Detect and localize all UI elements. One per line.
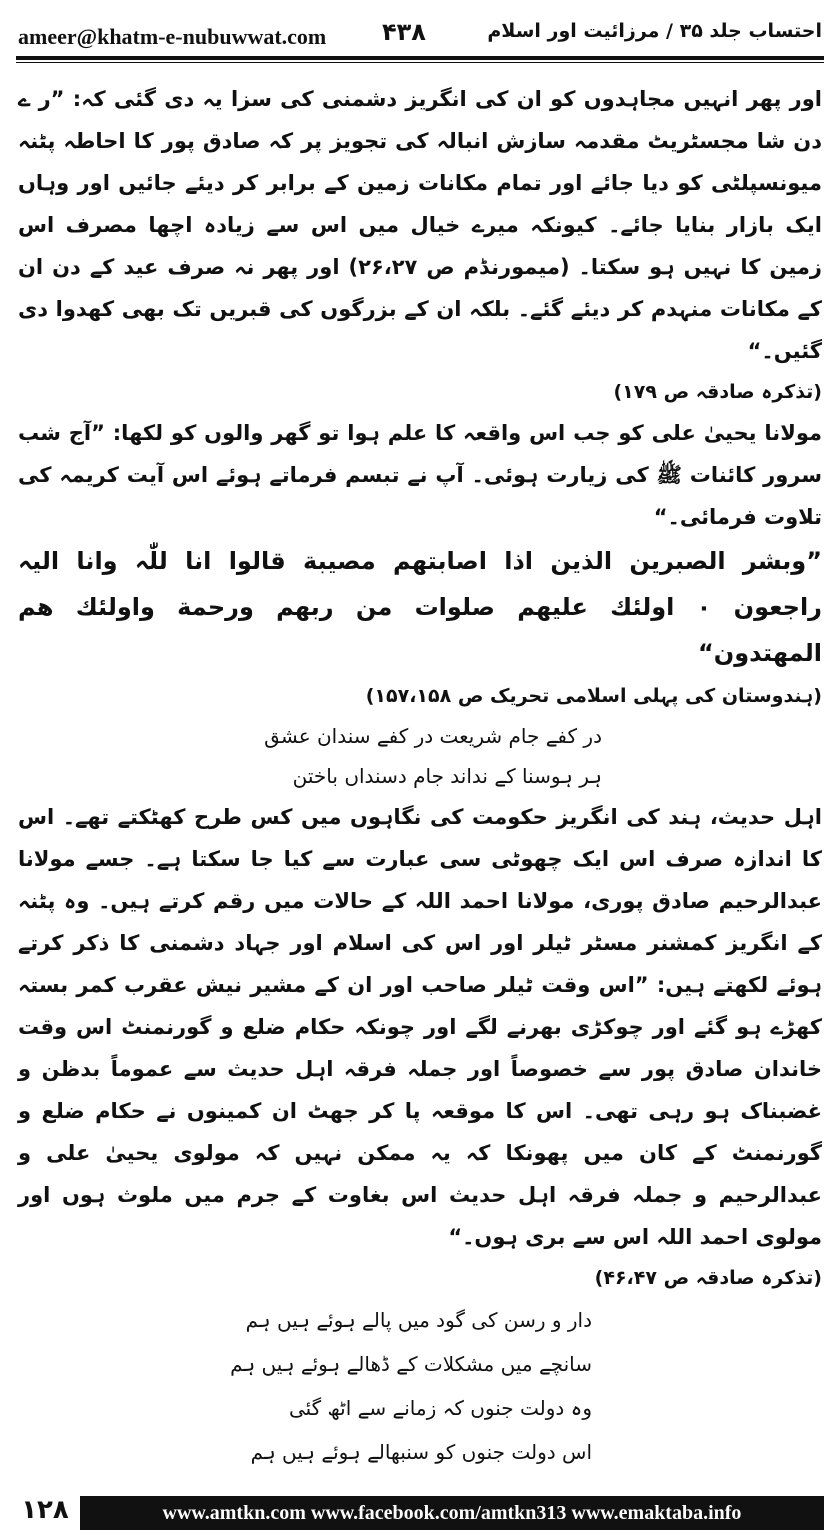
header-book-title: احتساب جلد ۳۵ / مرزائیت اور اسلام bbox=[487, 20, 822, 42]
header-divider-thin bbox=[16, 62, 824, 63]
header-divider bbox=[16, 56, 824, 60]
urdu-verse-line-1: دار و رسن کی گود میں پالے ہوئے ہیں ہم bbox=[245, 1308, 592, 1332]
persian-verse-line-2: ہر ہوسنا کے نداند جام دسنداں باختن bbox=[292, 764, 602, 788]
urdu-verse-line-3: وہ دولت جنوں کہ زمانے سے اٹھ گئی bbox=[288, 1396, 592, 1420]
arabic-verse: ”وبشر الصبرین الذین اذا اصابتھم مصیبة قالوا انا للّٰہ وانا الیہ راجعون ۰ اولئك علیھم صلوات من ربھم ورحمة واولئك ھم المھتدون“ bbox=[18, 547, 822, 667]
footer-page-number: ۱۲۸ bbox=[21, 1495, 69, 1525]
header-page-number: ۴۳۸ bbox=[382, 18, 426, 46]
page-footer bbox=[16, 1492, 824, 1532]
urdu-verse-line-4: اس دولت جنوں کو سنبھالے ہوئے ہیں ہم bbox=[250, 1440, 592, 1464]
footer-links[interactable]: www.amtkn.com www.facebook.com/amtkn313 www.emaktaba.info bbox=[80, 1496, 824, 1530]
reference-2: (ہندوستان کی پہلی اسلامی تحریک ص ۱۵۷،۱۵۸) bbox=[365, 685, 822, 707]
urdu-verse-line-2: سانچے میں مشکلات کے ڈھالے ہوئے ہیں ہم bbox=[230, 1352, 592, 1376]
header-email: ameer@khatm-e-nubuwwat.com bbox=[18, 24, 327, 49]
paragraph-3: اہل حدیث، ہند کی انگریز حکومت کی نگاہوں میں کس طرح کھٹکتے تھے۔ اس کا اندازہ صرف اس ایک چھوٹی سی عبارت سے کیا جا سکتا ہے۔ جسے مولانا عبدالرحیم صادق پوری، مولانا احمد اللہ کے حالات میں رقم کرتے ہیں۔ وہ پٹنہ کے انگریز کمشنر مسٹر ٹیلر اور اس کی اسلام اور جہاد دشمنی کا ذکر کرتے ہوئے لکھتے ہیں: ”اس وقت ٹیلر صاحب اور ان کے مشیر نیش عقرب کمر بستہ کھڑے ہو گئے اور چوکڑی بھرنے لگے اور چونکہ حکام ضلع و گورنمنٹ اس وقت خاندان صادق پور سے خصوصاً اور جملہ فرقہ اہل حدیث سے عموماً بدظن و غضبناک ہو رہی تھی۔ اس کا موقعہ پا کر جھٹ ان کمینوں نے حکام ضلع و گورنمنٹ کے کان میں پھونکا کہ یہ ممکن نہیں کہ مولوی یحییٰ علی و عبدالرحیم و جملہ فرقہ اہل حدیث اس بغاوت کے جرم میں ملوث ہوں اور مولوی احمد اللہ اس سے بری ہوں۔“ bbox=[18, 805, 822, 1249]
persian-verse-line-1: در کفے جام شریعت در کفے سندان عشق bbox=[264, 724, 602, 748]
page-body bbox=[18, 78, 822, 1474]
paragraph-1: اور پھر انہیں مجاہدوں کو ان کی انگریز دشمنی کی سزا یہ دی گئی کہ: ”ر ے دن شا مجسٹریٹ مقدمہ سازش انبالہ کی تجویز پر کہ صادق پور کا احاطہ پٹنہ میونسپلٹی کو دیا جائے اور تمام مکانات زمین کے برابر کر دیئے جائیں اور وہاں ایک بازار بنایا جائے۔ کیونکہ میرے خیال میں اس سے زیادہ اچھا مصرف اس زمین کا نہیں ہو سکتا۔ (میمورنڈم ص ۲۶،۲۷) اور پھر نہ صرف عید کے دن ان کے مکانات منہدم کر دیئے گئے۔ بلکہ ان کے بزرگوں کی قبریں تک بھی کھدوا دی گئیں۔“ bbox=[18, 87, 822, 363]
reference-1: (تذکرہ صادقہ ص ۱۷۹) bbox=[613, 381, 822, 403]
paragraph-2: مولانا یحییٰ علی کو جب اس واقعہ کا علم ہوا تو گھر والوں کو لکھا: ”آج شب سرور کائنات ﷺ کی زیارت ہوئی۔ آپ نے تبسم فرماتے ہوئے اس آیت کریمہ کی تلاوت فرمائی۔“ bbox=[18, 421, 822, 529]
page-header bbox=[16, 18, 824, 50]
reference-3: (تذکرہ صادقہ ص ۴۶،۴۷) bbox=[594, 1267, 822, 1289]
